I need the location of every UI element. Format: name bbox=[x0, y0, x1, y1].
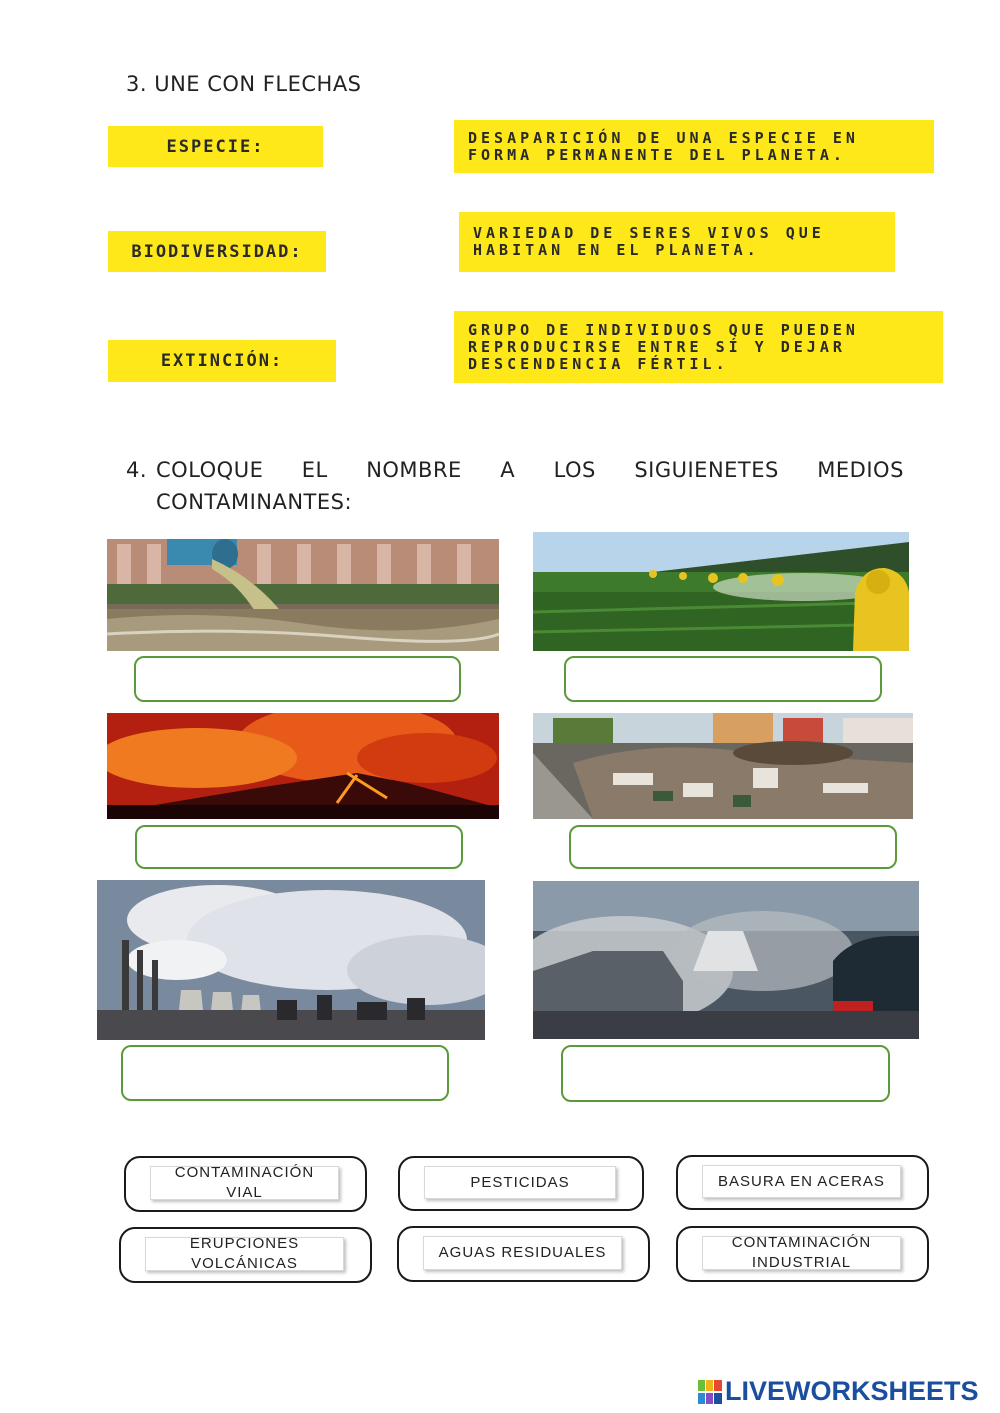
option-label: CONTAMINACIÓN VIAL bbox=[150, 1166, 339, 1200]
definition-biodiversidad[interactable]: VARIEDAD DE SERES VIVOS QUE HABITAN EN EL PLANETA. bbox=[459, 212, 895, 272]
option-label: PESTICIDAS bbox=[424, 1166, 616, 1199]
answer-field-1[interactable] bbox=[134, 656, 461, 702]
option-erupciones-volcanicas[interactable] bbox=[119, 1227, 372, 1283]
instruction-word: NOMBRE bbox=[366, 458, 462, 482]
sewage-outflow-image bbox=[107, 539, 499, 651]
section-4-instruction-line1 bbox=[156, 458, 904, 482]
section-3-title: 3. UNE CON FLECHAS bbox=[126, 72, 362, 96]
industrial-smoke-image bbox=[97, 880, 485, 1040]
option-label: CONTAMINACIÓN INDUSTRIAL bbox=[702, 1236, 901, 1270]
section-4-instruction-line2: CONTAMINANTES: bbox=[156, 490, 353, 514]
option-label: AGUAS RESIDUALES bbox=[423, 1236, 622, 1270]
liveworksheets-logo bbox=[698, 1376, 979, 1407]
option-basura-en-aceras[interactable] bbox=[676, 1155, 929, 1210]
option-aguas-residuales[interactable] bbox=[397, 1226, 650, 1282]
term-extincion[interactable]: EXTINCIÓN: bbox=[108, 340, 336, 382]
option-pesticidas[interactable] bbox=[398, 1156, 644, 1211]
answer-field-3[interactable] bbox=[135, 825, 463, 869]
volcanic-eruption-image bbox=[107, 713, 499, 819]
pesticide-spraying-image bbox=[533, 532, 909, 651]
term-biodiversidad[interactable]: BIODIVERSIDAD: bbox=[108, 231, 326, 272]
instruction-word: LOS bbox=[553, 458, 596, 482]
vehicle-exhaust-image bbox=[533, 881, 919, 1039]
instruction-word: MEDIOS bbox=[817, 458, 904, 482]
answer-field-5[interactable] bbox=[121, 1045, 449, 1101]
definition-extincion[interactable]: DESAPARICIÓN DE UNA ESPECIE EN FORMA PERMANENTE DEL PLANETA. bbox=[454, 120, 934, 173]
definition-especie[interactable]: GRUPO DE INDIVIDUOS QUE PUEDEN REPRODUCIRSE ENTRE SÍ Y DEJAR DESCENDENCIA FÉRTIL. bbox=[454, 311, 943, 383]
brand-name: LIVEWORKSHEETS bbox=[725, 1376, 979, 1406]
street-garbage-image bbox=[533, 713, 913, 819]
answer-field-6[interactable] bbox=[561, 1045, 890, 1102]
term-especie[interactable]: ESPECIE: bbox=[108, 126, 323, 167]
instruction-word: SIGUIENETES bbox=[634, 458, 779, 482]
answer-field-2[interactable] bbox=[564, 656, 882, 702]
instruction-word: COLOQUE bbox=[156, 458, 264, 482]
instruction-word: A bbox=[500, 458, 516, 482]
liveworksheets-logo-icon bbox=[698, 1380, 722, 1404]
option-contaminacion-vial[interactable] bbox=[124, 1156, 367, 1212]
option-label: BASURA EN ACERAS bbox=[702, 1165, 901, 1198]
answer-field-4[interactable] bbox=[569, 825, 897, 869]
option-contaminacion-industrial[interactable] bbox=[676, 1226, 929, 1282]
section-4-number: 4. bbox=[126, 458, 148, 482]
instruction-word: EL bbox=[301, 458, 328, 482]
option-label: ERUPCIONES VOLCÁNICAS bbox=[145, 1237, 344, 1271]
